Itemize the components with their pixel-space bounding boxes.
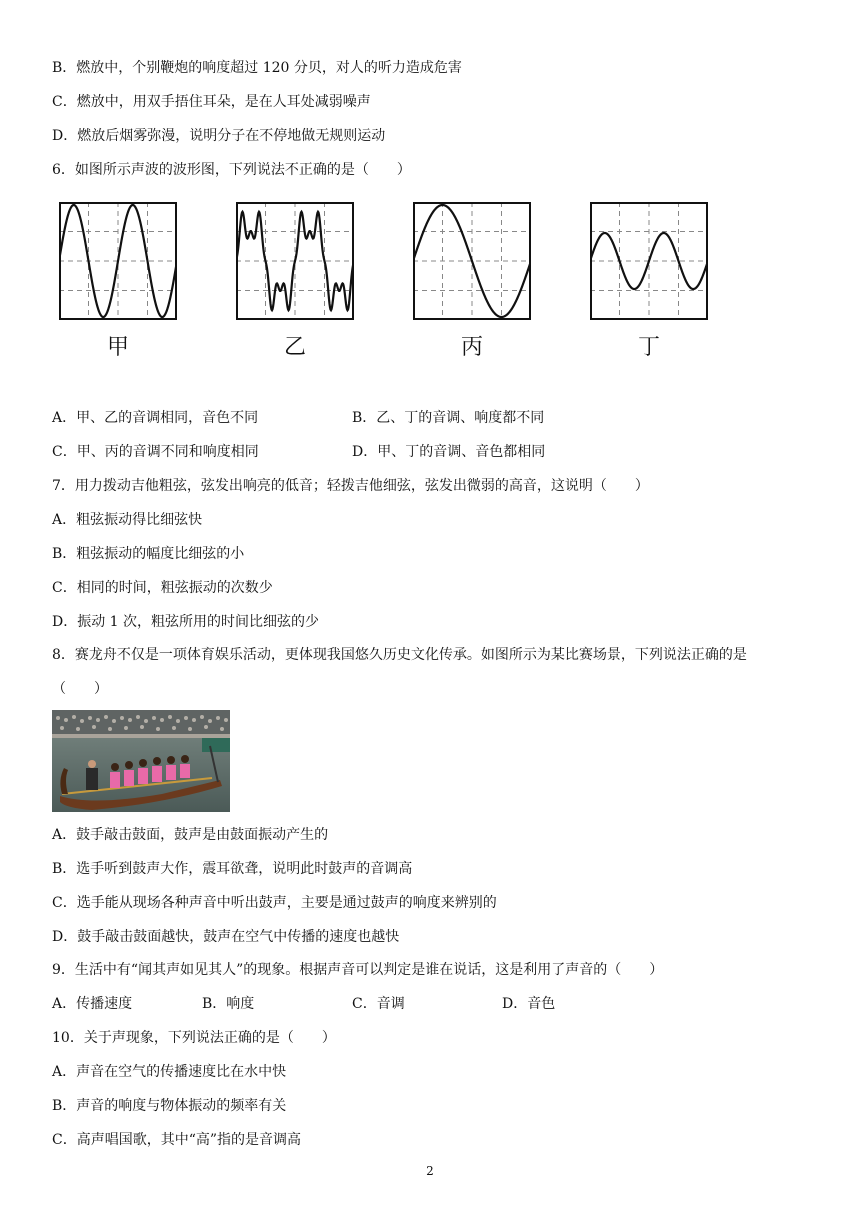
q7-option-a: A．粗弦振动得比细弦快 [52, 512, 203, 528]
q5-option-b: B．燃放中，个别鞭炮的响度超过 120 分贝，对人的听力造成危害 [52, 60, 462, 76]
q6-option-d: D．甲、丁的音调、音色都相同 [352, 444, 546, 460]
q8-option-b: B．选手听到鼓声大作，震耳欲聋，说明此时鼓声的音调高 [52, 861, 413, 877]
q8-stem: 8．赛龙舟不仅是一项体育娱乐活动，更体现我国悠久历史文化传承。如图所示为某比赛场景，下列说法正确的是 [52, 647, 747, 663]
q7-option-c: C．相同的时间，粗弦振动的次数少 [52, 580, 273, 596]
q8-option-c: C．选手能从现场各种声音中听出鼓声，主要是通过鼓声的响度来辨别的 [52, 895, 497, 911]
q5-option-d: D．燃放后烟雾弥漫，说明分子在不停地做无规则运动 [52, 128, 386, 144]
waveform-ding [590, 202, 708, 320]
q8-stem-continued: （ ） [52, 681, 108, 697]
q6-option-c: C．甲、丙的音调不同和响度相同 [52, 444, 259, 460]
waveform-label-yi: 乙 [283, 335, 306, 360]
q8-option-a: A．鼓手敲击鼓面，鼓声是由鼓面振动产生的 [52, 827, 329, 843]
q8-option-d: D．鼓手敲击鼓面越快，鼓声在空气中传播的速度也越快 [52, 929, 400, 945]
q9-option-d: D．音色 [502, 996, 556, 1012]
q7-option-d: D．振动 1 次，粗弦所用的时间比细弦的少 [52, 614, 320, 630]
q6-option-b: B．乙、丁的音调、响度都不同 [352, 410, 545, 426]
q6-option-a: A．甲、乙的音调相同，音色不同 [52, 410, 259, 426]
q7-stem: 7．用力拨动吉他粗弦，弦发出响亮的低音；轻拨吉他细弦，弦发出微弱的高音，这说明（ ） [52, 478, 649, 494]
q9-option-b: B．响度 [202, 996, 255, 1012]
q9-stem: 9．生活中有“闻其声如见其人”的现象。根据声音可以判定是谁在说话，这是利用了声音的（ ） [52, 962, 664, 978]
q10-option-a: A．声音在空气的传播速度比在水中快 [52, 1064, 287, 1080]
waveform-label-bing: 丙 [460, 335, 483, 360]
waveform-bing [413, 202, 531, 320]
waveform-jia [59, 202, 177, 320]
page-number: 2 [426, 1164, 434, 1178]
waveform-yi [236, 202, 354, 320]
q9-option-c: C．音调 [352, 996, 405, 1012]
q10-option-c: C．高声唱国歌，其中“高”指的是音调高 [52, 1132, 302, 1148]
dragon-boat-photo [52, 710, 230, 812]
q9-option-a: A．传播速度 [52, 996, 133, 1012]
waveform-label-jia: 甲 [106, 335, 129, 360]
q6-stem: 6．如图所示声波的波形图，下列说法不正确的是（ ） [52, 162, 411, 178]
q5-option-c: C．燃放中，用双手捂住耳朵，是在人耳处减弱噪声 [52, 94, 371, 110]
waveform-label-ding: 丁 [637, 335, 660, 360]
q10-option-b: B．声音的响度与物体振动的频率有关 [52, 1098, 287, 1114]
q10-stem: 10．关于声现象，下列说法正确的是（ ） [52, 1030, 336, 1046]
q7-option-b: B．粗弦振动的幅度比细弦的小 [52, 546, 245, 562]
